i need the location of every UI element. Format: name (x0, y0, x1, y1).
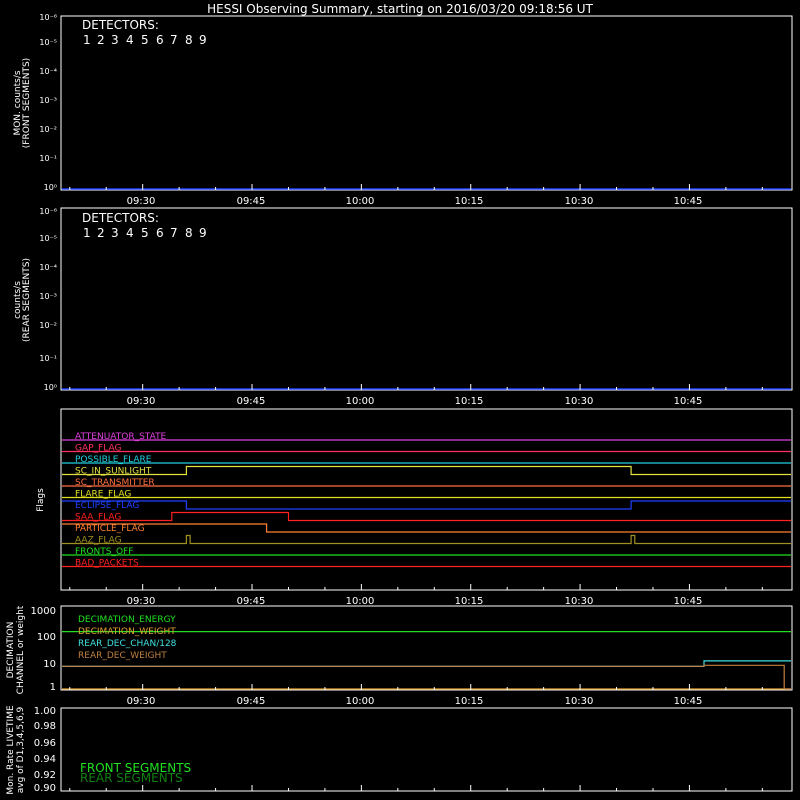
flag-line-saa-flag (62, 513, 791, 521)
ytick-label: 0.92 (33, 770, 56, 781)
xtick-label: 10:45 (673, 196, 703, 207)
ytick-label: 0.94 (33, 754, 56, 765)
decimation-legend-label: REAR_DEC_CHAN/128 (78, 639, 177, 649)
detector-legend (83, 33, 207, 47)
detector-5: 5 (141, 226, 149, 240)
ylabel-line-1: MON. counts/s (13, 70, 23, 136)
xtick-label: 09:30 (126, 596, 156, 607)
detector-3: 3 (111, 33, 119, 47)
flag-label: FRONTS_OFF (75, 547, 134, 557)
ytick-label: 0.98 (33, 721, 56, 732)
detector-7: 7 (170, 33, 178, 47)
ylabel-line-1: counts/s (13, 281, 23, 319)
flag-label: BAD_PACKETS (75, 558, 139, 569)
detector-7: 7 (170, 226, 178, 240)
x-tick-labels (127, 396, 703, 407)
ytick-label: 1000 (30, 606, 56, 617)
detectors-label: DETECTORS: (82, 18, 159, 32)
xtick-label: 10:30 (564, 196, 594, 207)
flag-label: SAA_FLAG (75, 512, 122, 523)
xtick-label: 10:00 (345, 196, 375, 207)
xtick-label: 09:45 (236, 396, 266, 407)
panel-frame (61, 409, 792, 590)
ytick-label: 0.90 (33, 783, 56, 794)
flag-line-particle-flag (62, 524, 791, 532)
ytick-label: 10 (43, 659, 56, 670)
xtick-label: 09:45 (236, 696, 266, 707)
figure-title: HESSI Observing Summary, starting on 2016/03/20 09:18:56 UT (207, 2, 593, 16)
ytick-label: 1 (49, 682, 56, 693)
ytick-label: 10⁰ (43, 183, 57, 192)
decimation-series-group (62, 615, 791, 689)
detector-8: 8 (185, 33, 193, 47)
ytick-label: 10⁻¹ (39, 154, 57, 163)
flag-series-group (62, 432, 791, 569)
ytick-label: 10⁻³ (39, 292, 57, 301)
xtick-label: 10:15 (454, 696, 484, 707)
detector-8: 8 (185, 226, 193, 240)
xtick-label: 10:30 (564, 596, 594, 607)
panel-front-segments (13, 13, 792, 207)
detector-4: 4 (126, 226, 134, 240)
detectors-label: DETECTORS: (82, 211, 159, 225)
xtick-label: 10:45 (673, 696, 703, 707)
flag-label: SC_TRANSMITTER (75, 478, 155, 488)
decimation-legend-label: REAR_DEC_WEIGHT (78, 651, 167, 661)
detector-9: 9 (199, 33, 207, 47)
panel-flags (36, 409, 792, 607)
xtick-label: 10:45 (673, 396, 703, 407)
flag-label: SC_IN_SUNLIGHT (75, 466, 152, 477)
flag-label: ATTENUATOR_STATE (75, 432, 167, 442)
detector-3: 3 (111, 226, 119, 240)
detector-2: 2 (97, 33, 105, 47)
ylabel-line-1: DECIMATION (6, 621, 16, 679)
xtick-label: 10:15 (454, 196, 484, 207)
panel-livetime (6, 705, 792, 795)
ylabel-line-2: CHANNEL or weight (16, 605, 26, 695)
decimation-legend-label: DECIMATION_WEIGHT (78, 627, 176, 637)
xtick-label: 09:30 (126, 396, 156, 407)
xtick-label: 09:45 (236, 196, 266, 207)
ytick-label: 10⁻⁶ (39, 13, 57, 22)
flag-line-eclipse-flag (62, 501, 791, 509)
axis-ticks (70, 184, 763, 791)
x-tick-labels (127, 596, 703, 607)
xtick-label: 10:15 (454, 396, 484, 407)
flag-label: POSSIBLE_FLARE (75, 455, 152, 465)
panel-decimation (6, 605, 792, 707)
detector-6: 6 (156, 33, 164, 47)
ytick-label: 10⁻² (39, 321, 57, 330)
decimation-legend-label: DECIMATION_ENERGY (78, 615, 176, 625)
decimation-line-rear-dec-weight (62, 665, 791, 689)
ytick-label: 10⁻⁶ (39, 207, 57, 216)
flag-label: PARTICLE_FLAG (75, 524, 145, 534)
detector-1: 1 (83, 33, 91, 47)
flag-label: AAZ_FLAG (75, 535, 122, 546)
legend-rear-segments: REAR SEGMENTS (80, 771, 183, 785)
flag-label: GAP_FLAG (75, 443, 122, 454)
xtick-label: 10:00 (345, 396, 375, 407)
ytick-label: 10⁻⁵ (39, 38, 57, 47)
ylabel-line-2: (FRONT SEGMENTS) (22, 57, 32, 149)
xtick-label: 10:00 (345, 596, 375, 607)
ytick-label: 10⁻² (39, 125, 57, 134)
ylabel-line-1: Mon. Rate LIVETIME (6, 705, 16, 795)
ylabel-line-2: (REAR SEGMENTS) (22, 257, 32, 343)
xtick-label: 09:30 (126, 196, 156, 207)
x-tick-labels (127, 196, 703, 207)
xtick-label: 10:30 (564, 696, 594, 707)
ytick-label: 10⁻⁴ (39, 67, 57, 76)
xtick-label: 09:30 (126, 696, 156, 707)
panel-rear-segments (13, 207, 792, 407)
detector-5: 5 (141, 33, 149, 47)
flag-line-sc-in-sunlight (62, 467, 791, 475)
detector-4: 4 (126, 33, 134, 47)
xtick-label: 10:45 (673, 596, 703, 607)
ytick-label: 0.96 (33, 738, 56, 749)
ylabel-line-2: avg of D1,3,4,5,6,9 (16, 706, 26, 794)
detector-1: 1 (83, 226, 91, 240)
ytick-label: 1.00 (33, 706, 56, 717)
ytick-label: 10⁰ (43, 383, 57, 392)
detector-2: 2 (97, 226, 105, 240)
ytick-label: 100 (36, 632, 56, 643)
ytick-label: 10⁻³ (39, 96, 57, 105)
x-tick-labels (127, 696, 703, 707)
xtick-label: 10:30 (564, 396, 594, 407)
decimation-line-rear-dec-chan-128 (62, 661, 791, 666)
ytick-label: 10⁻⁵ (39, 234, 57, 243)
xtick-label: 09:45 (236, 596, 266, 607)
detector-9: 9 (199, 226, 207, 240)
ytick-label: 10⁻¹ (39, 354, 57, 363)
ylabel: Flags (36, 488, 46, 512)
ytick-label: 10⁻⁴ (39, 263, 57, 272)
flag-line-aaz-flag (62, 536, 791, 544)
flag-label: FLARE_FLAG (75, 489, 132, 500)
legend-front-segments: FRONT SEGMENTS (80, 761, 192, 775)
detector-legend (83, 226, 207, 240)
detector-6: 6 (156, 226, 164, 240)
xtick-label: 10:00 (345, 696, 375, 707)
xtick-label: 10:15 (454, 596, 484, 607)
flag-label: ECLIPSE_FLAG (75, 501, 140, 511)
